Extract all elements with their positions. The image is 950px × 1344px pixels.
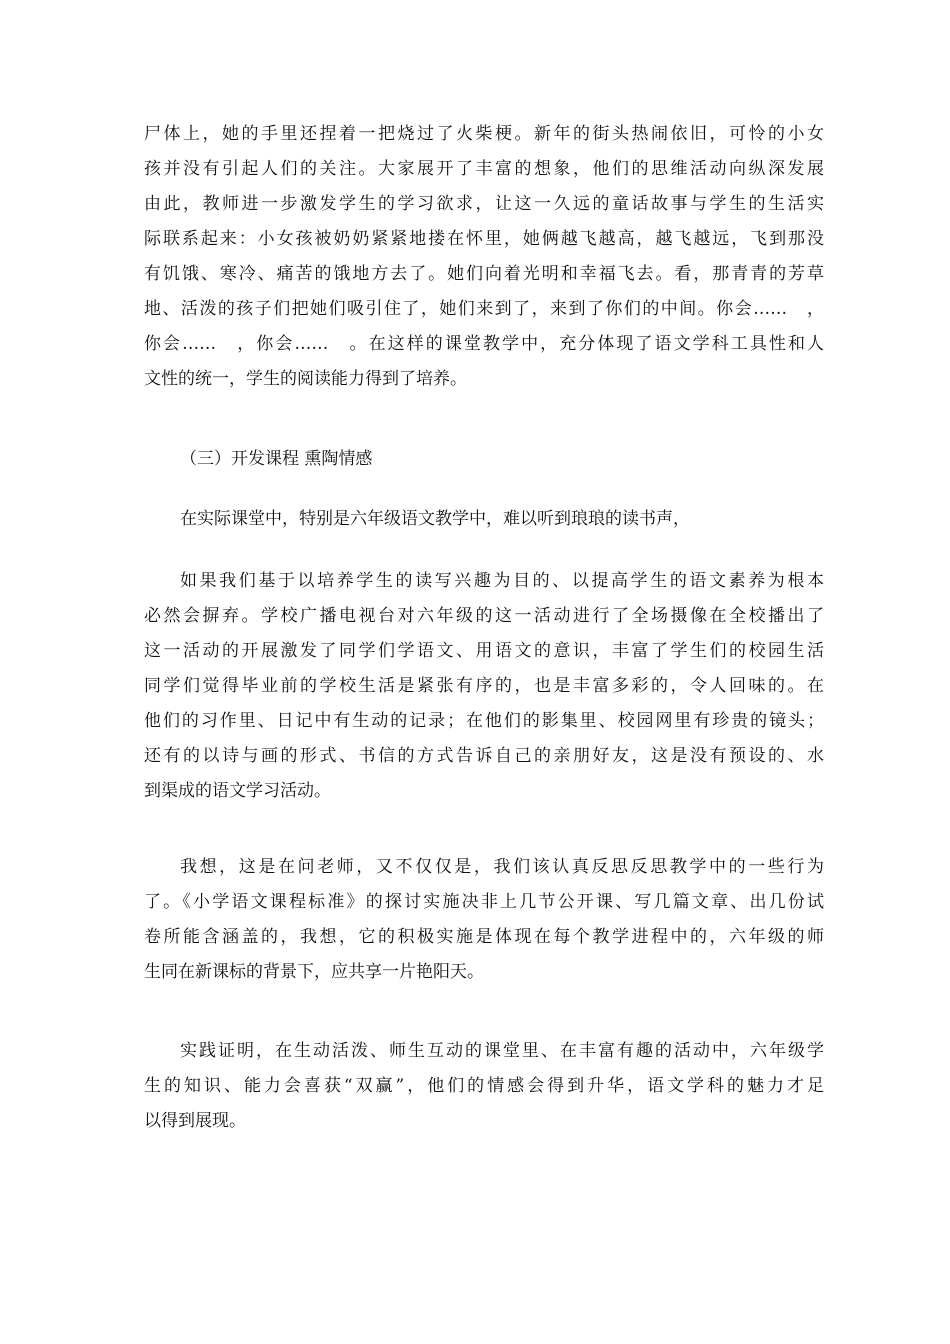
paragraph-story-continuation (144, 117, 824, 397)
text-line: 到渠成的语文学习活动。 (144, 781, 331, 801)
text-line: 还有的以诗与画的形式、书信的方式告诉自己的亲朋好友，这是没有预设的、水 (144, 746, 824, 766)
heading-text: （三）开发课程 熏陶情感 (180, 449, 373, 469)
text-line: 我想，这是在问老师，又不仅仅是，我们该认真反思反思教学中的一些行为 (180, 857, 824, 877)
paragraph-conclusion (144, 1034, 824, 1139)
text-line: 这一活动的开展激发了同学们学语文、用语文的意识，丰富了学生们的校园生活 (144, 641, 824, 661)
text-line: 他们的习作里、日记中有生动的记录；在他们的影集里、校园网里有珍贵的镜头； (144, 711, 824, 731)
text-line: 生同在新课标的背景下，应共享一片艳阳天。 (144, 962, 484, 982)
text-line: 尸体上，她的手里还捏着一把烧过了火柴梗。新年的街头热闹依旧，可怜的小女 (144, 124, 824, 144)
text-line: 你会…… ，你会…… 。在这样的课堂教学中，充分体现了语文学科工具性和人 (144, 334, 824, 354)
text-line: 孩并没有引起人们的关注。大家展开了丰富的想象，他们的思维活动向纵深发展 (144, 159, 824, 179)
text-line: 同学们觉得毕业前的学校生活是紧张有序的，也是丰富多彩的，令人回味的。在 (144, 676, 824, 696)
paragraph-reflection (144, 850, 824, 990)
text-line: 文性的统一，学生的阅读能力得到了培养。 (144, 369, 467, 389)
text-line: 以得到展现。 (144, 1111, 246, 1131)
text-line: 实践证明，在生动活泼、师生互动的课堂里、在丰富有趣的活动中，六年级学 (180, 1041, 824, 1061)
text-line: 了。《小学语文课程标准》的探讨实施决非上几节公开课、写几篇文章、出几份试 (144, 892, 824, 912)
text-line: 必然会摒弃。学校广播电视台对六年级的这一活动进行了全场摄像在全校播出了 (144, 606, 824, 626)
text-line: 在实际课堂中，特别是六年级语文教学中，难以听到琅琅的读书声， (180, 509, 690, 529)
text-line: 有饥饿、寒冷、痛苦的饿地方去了。她们向着光明和幸福飞去。看，那青青的芳草 (144, 264, 824, 284)
paragraph-activity (144, 564, 824, 809)
section-heading (144, 442, 824, 477)
text-line: 卷所能含涵盖的，我想，它的积极实施是体现在每个教学进程中的，六年级的师 (144, 927, 824, 947)
paragraph-reading-aloud (144, 502, 824, 537)
text-line: 如果我们基于以培养学生的读写兴趣为目的、以提高学生的语文素养为根本 (180, 571, 824, 591)
text-line: 生的知识、能力会喜获“双赢”，他们的情感会得到升华，语文学科的魅力才足 (144, 1076, 824, 1096)
text-line: 地、活泼的孩子们把她们吸引住了，她们来到了，来到了你们的中间。你会…… ， (144, 299, 824, 319)
text-line: 际联系起来：小女孩被奶奶紧紧地搂在怀里，她俩越飞越高，越飞越远，飞到那没 (144, 229, 824, 249)
text-line: 由此，教师进一步激发学生的学习欲求，让这一久远的童话故事与学生的生活实 (144, 194, 824, 214)
